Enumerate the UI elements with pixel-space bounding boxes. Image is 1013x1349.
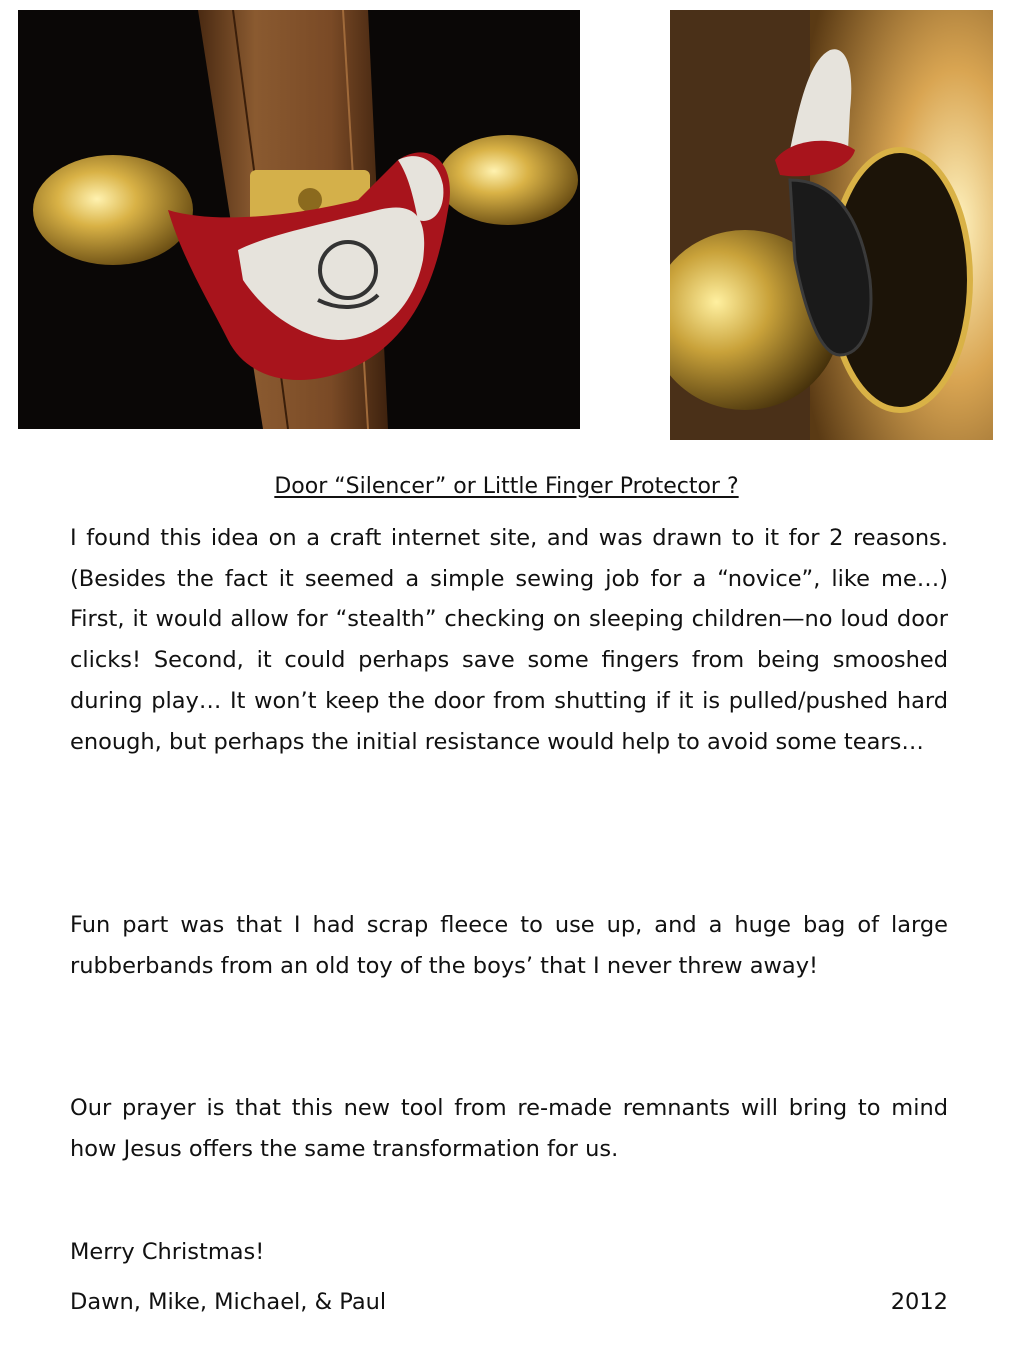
photo-right-illustration bbox=[670, 10, 993, 440]
year: 2012 bbox=[890, 1289, 948, 1315]
page-title: Door “Silencer” or Little Finger Protector ? bbox=[274, 474, 739, 499]
door-latch-fleece-photo bbox=[18, 10, 580, 429]
paragraph-intro: I found this idea on a craft internet site, and was drawn to it for 2 reasons. (Besides the fact it seemed a simple sewing job for a “novice”, like me…) First, it would allow for “stealth” checking on sleeping children—no loud door clicks! Second, it could perhaps save some fingers from being smooshed during play… It won’t keep the door from shutting if it is pulled/pushed hard enough, but perhaps the initial resistance would help to avoid some tears… bbox=[70, 525, 948, 755]
greeting: Merry Christmas! bbox=[70, 1239, 265, 1265]
paragraph-materials: Fun part was that I had scrap fleece to use up, and a huge bag of large rubberbands from an old toy of the boys’ that I never threw away! bbox=[70, 912, 948, 979]
signature: Dawn, Mike, Michael, & Paul bbox=[70, 1289, 387, 1315]
doorknob-rubberband-photo bbox=[670, 10, 993, 440]
paragraph-prayer: Our prayer is that this new tool from re-made remnants will bring to mind how Jesus offers the same transformation for us. bbox=[70, 1095, 948, 1162]
photo-left-illustration bbox=[18, 10, 580, 429]
